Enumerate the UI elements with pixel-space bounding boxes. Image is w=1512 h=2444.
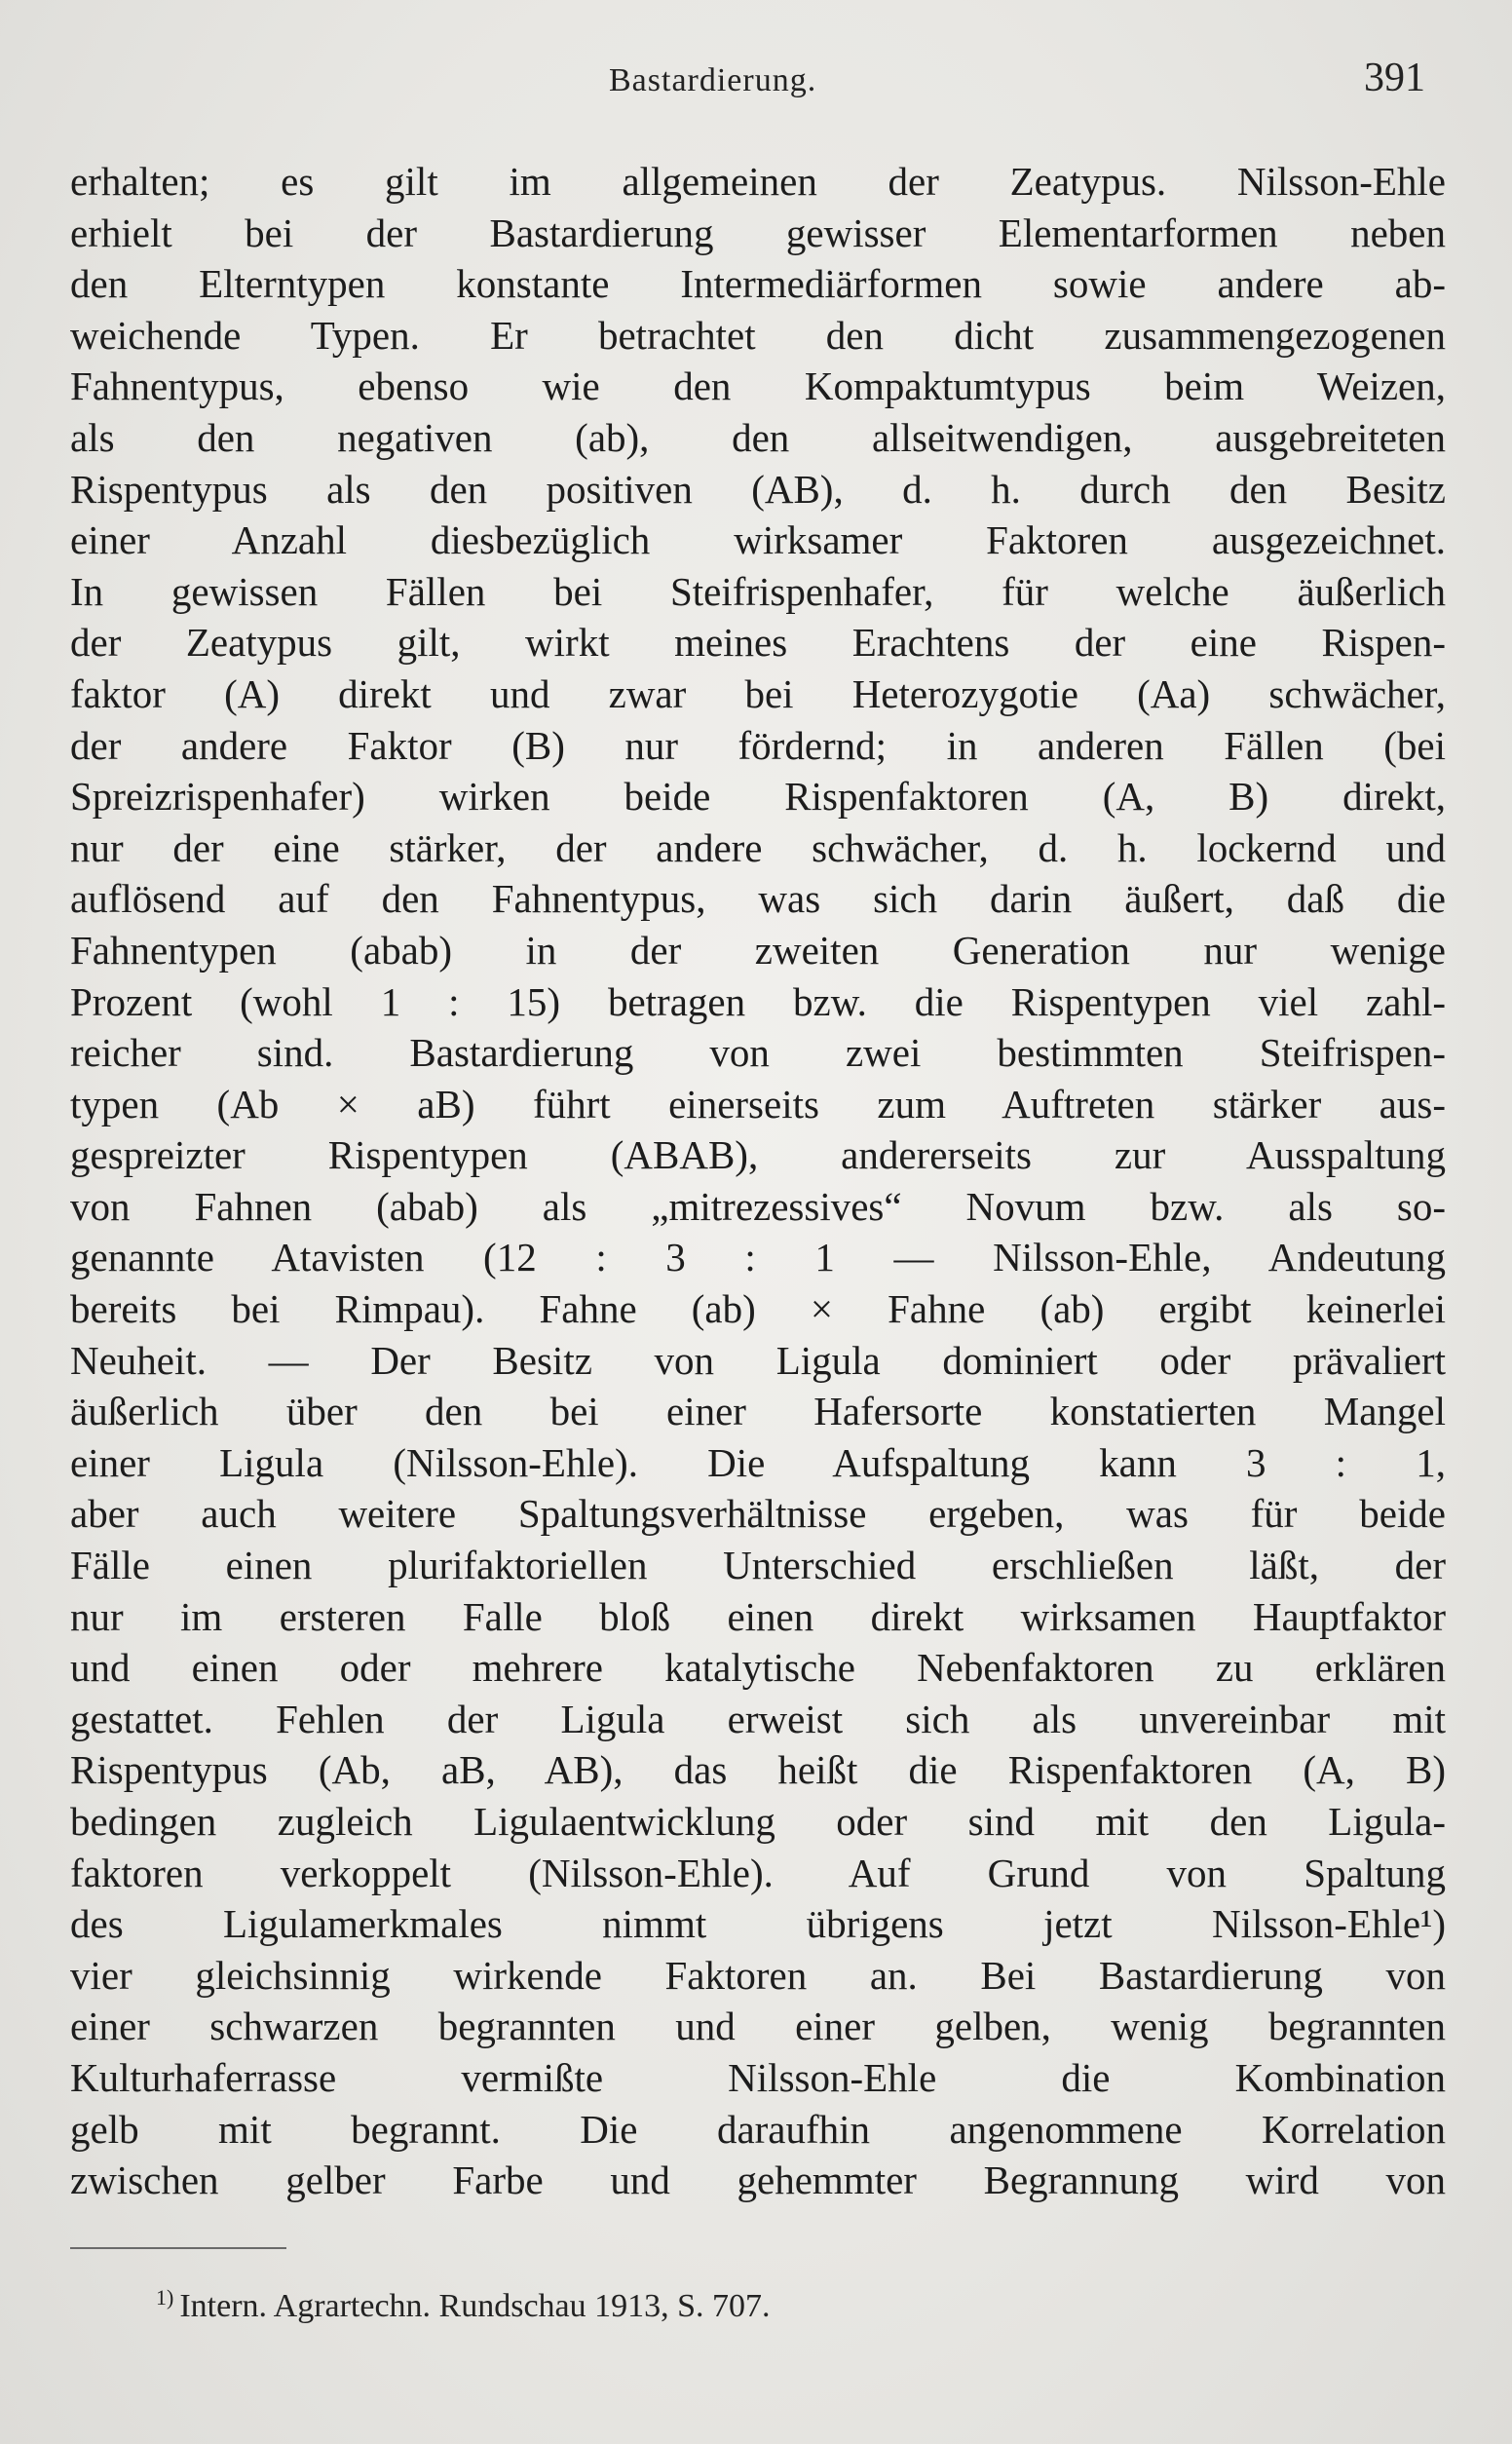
text-line: gestattet. Fehlen der Ligula erweist sich als unvereinbar mit bbox=[70, 1696, 1446, 1741]
text-line: vier gleichsinnig wirkende Faktoren an. Bei Bastardierung von bbox=[70, 1952, 1446, 1998]
text-line: faktoren verkoppelt (Nilsson-Ehle). Auf Grund von Spaltung bbox=[70, 1850, 1446, 1895]
text-line: genannte Atavisten (12 : 3 : 1 — Nilsson-Ehle, Andeutung bbox=[70, 1235, 1446, 1280]
text-line: Fahnentypen (abab) in der zweiten Generation nur wenige bbox=[70, 927, 1446, 973]
text-line: des Ligulamerkmales nimmt übrigens jetzt Nilsson-Ehle¹) bbox=[70, 1901, 1446, 1947]
text-line: einer Ligula (Nilsson-Ehle). Die Aufspaltung kann 3 : 1, bbox=[70, 1439, 1446, 1485]
text-line: gespreizter Rispentypen (ABAB), andererseits zur Ausspaltung bbox=[70, 1132, 1446, 1178]
text-line: Rispentypus (Ab, aB, AB), das heißt die Rispenfaktoren (A, B) bbox=[70, 1747, 1446, 1793]
footnote-divider bbox=[70, 2247, 286, 2249]
text-line: aber auch weitere Spaltungsverhältnisse ergeben, was für beide bbox=[70, 1491, 1446, 1537]
text-line: reicher sind. Bastardierung von zwei bestimmten Steifrispen- bbox=[70, 1030, 1446, 1076]
footnote-marker: 1) bbox=[156, 2285, 174, 2310]
text-line: faktor (A) direkt und zwar bei Heterozygotie (Aa) schwächer, bbox=[70, 670, 1446, 716]
text-line: Fälle einen plurifaktoriellen Unterschied erschließen läßt, der bbox=[70, 1543, 1446, 1588]
text-line: bedingen zugleich Ligulaentwicklung oder sind mit den Ligula- bbox=[70, 1799, 1446, 1844]
text-line: auflösend auf den Fahnentypus, was sich darin äußert, daß die bbox=[70, 876, 1446, 922]
text-line: einer Anzahl diesbezüglich wirksamer Faktoren ausgezeichnet. bbox=[70, 517, 1446, 563]
text-line: nur im ersteren Falle bloß einen direkt wirksamen Hauptfaktor bbox=[70, 1593, 1446, 1639]
text-line: Spreizrispenhafer) wirken beide Rispenfaktoren (A, B) direkt, bbox=[70, 774, 1446, 820]
text-line: Kulturhaferrasse vermißte Nilsson-Ehle die Kombination bbox=[70, 2054, 1446, 2100]
text-line: In gewissen Fällen bei Steifrispenhafer, für welche äußerlich bbox=[70, 568, 1446, 614]
text-line: weichende Typen. Er betrachtet den dicht zusammengezogenen bbox=[70, 312, 1446, 358]
text-line: zwischen gelber Farbe und gehemmter Begrannung wird von bbox=[70, 2158, 1446, 2203]
text-line: Fahnentypus, ebenso wie den Kompaktumtypus beim Weizen, bbox=[70, 363, 1446, 409]
running-head bbox=[0, 53, 1512, 111]
text-line: Prozent (wohl 1 : 15) betragen bzw. die Rispentypen viel zahl- bbox=[70, 978, 1446, 1024]
text-line: erhielt bei der Bastardierung gewisser Elementarformen neben bbox=[70, 210, 1446, 255]
text-line: als den negativen (ab), den allseitwendigen, ausgebreiteten bbox=[70, 414, 1446, 460]
running-title: Bastardierung. bbox=[609, 62, 817, 98]
text-line: der Zeatypus gilt, wirkt meines Erachtens der eine Rispen- bbox=[70, 620, 1446, 666]
text-line: von Fahnen (abab) als „mitrezessives“ Novum bzw. als so- bbox=[70, 1183, 1446, 1229]
body-text bbox=[70, 156, 1446, 2206]
text-line: Rispentypus als den positiven (AB), d. h. durch den Besitz bbox=[70, 466, 1446, 512]
text-line: der andere Faktor (B) nur fördernd; in anderen Fällen (bei bbox=[70, 722, 1446, 768]
text-line: äußerlich über den bei einer Hafersorte konstatierten Mangel bbox=[70, 1389, 1446, 1434]
page-number: 391 bbox=[1364, 56, 1425, 100]
text-line: gelb mit begrannt. Die daraufhin angenommene Korrelation bbox=[70, 2106, 1446, 2152]
text-line: einer schwarzen begrannten und einer gelben, wenig begrannten bbox=[70, 2004, 1446, 2049]
text-line: nur der eine stärker, der andere schwächer, d. h. lockernd und bbox=[70, 824, 1446, 870]
text-line: Neuheit. — Der Besitz von Ligula dominiert oder prävaliert bbox=[70, 1337, 1446, 1383]
text-line: den Elterntypen konstante Intermediärformen sowie andere ab- bbox=[70, 261, 1446, 307]
footnote bbox=[156, 2285, 771, 2325]
text-line: und einen oder mehrere katalytische Nebenfaktoren zu erklären bbox=[70, 1645, 1446, 1691]
text-line: bereits bei Rimpau). Fahne (ab) × Fahne (ab) ergibt keinerlei bbox=[70, 1286, 1446, 1332]
text-line: erhalten; es gilt im allgemeinen der Zeatypus. Nilsson-Ehle bbox=[70, 159, 1446, 204]
footnote-text: Intern. Agrartechn. Rundschau 1913, S. 707. bbox=[179, 2288, 771, 2324]
text-line: typen (Ab × aB) führt einerseits zum Auftreten stärker aus- bbox=[70, 1081, 1446, 1127]
